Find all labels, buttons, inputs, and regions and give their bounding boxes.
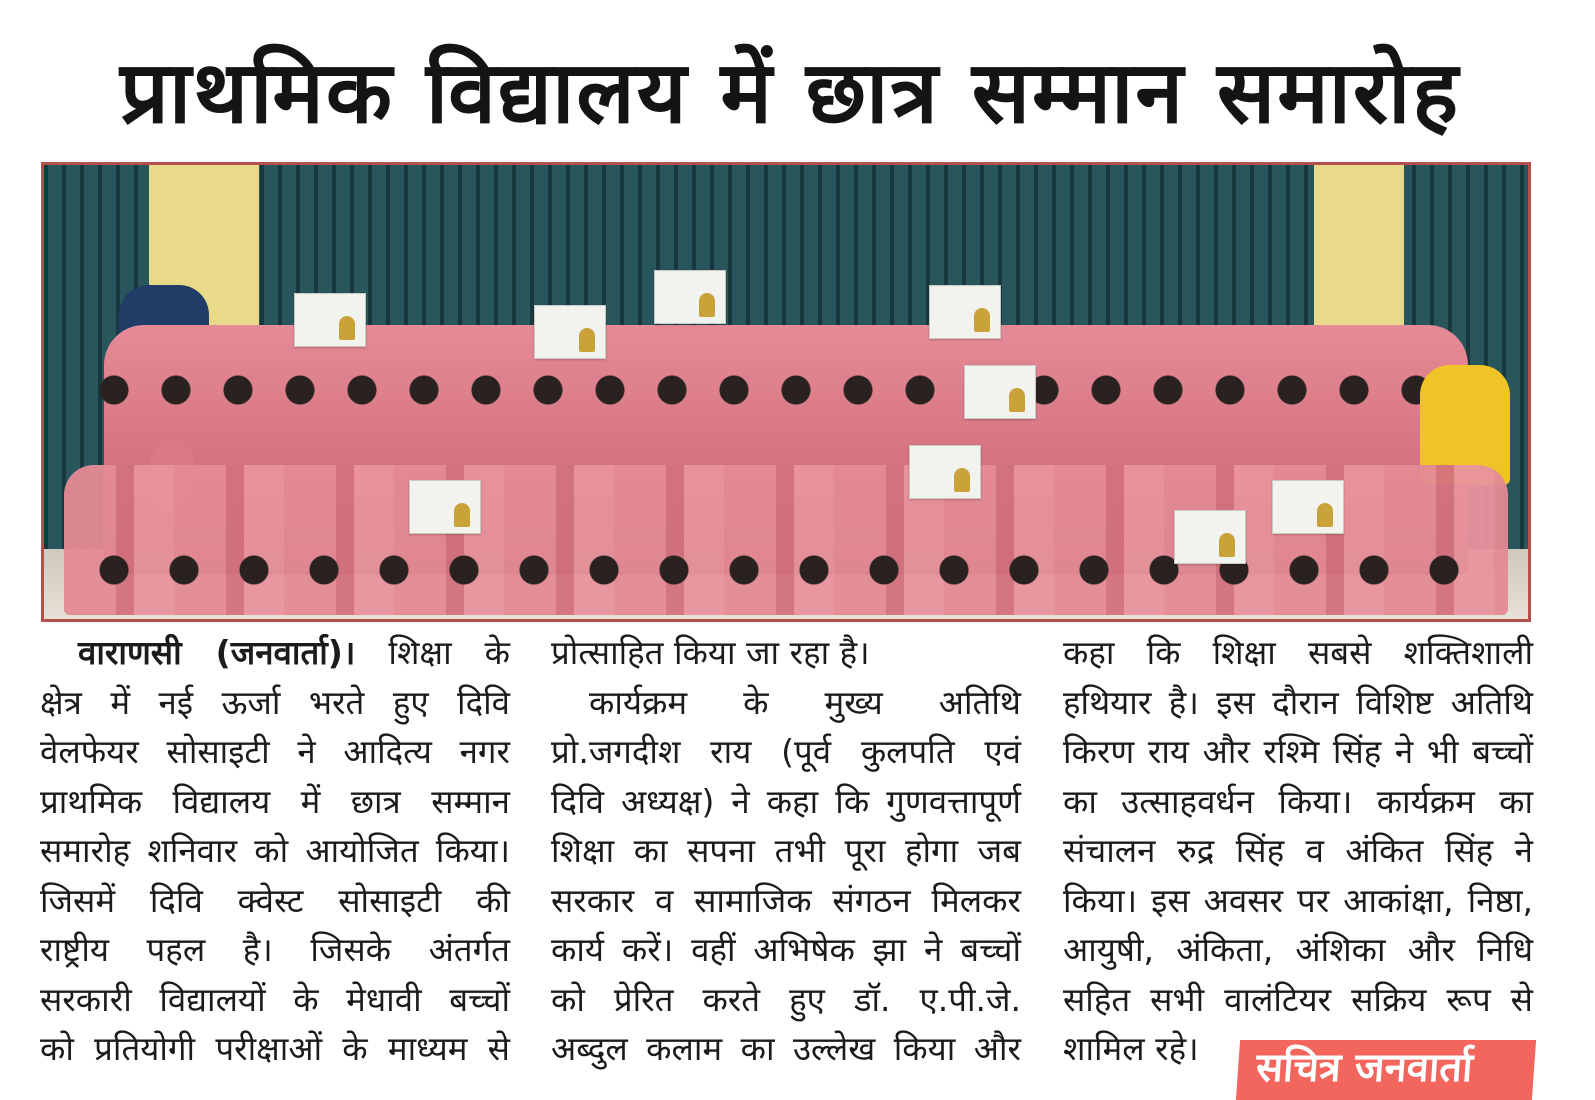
article-column-3 [1063,628,1533,1074]
article-line: सहित सभी वालंटियर सक्रिय रूप से [1063,979,1533,1019]
group-photo [41,162,1531,622]
photo-heads-middle [84,365,1488,415]
article-line: संचालन रुद्र सिंह व अंकित सिंह ने [1063,831,1533,870]
article-line: कार्य करें। वहीं अभिषेक झा ने बच्चों [551,930,1021,969]
article-line: आयुषी, अंकिता, अंशिका और निधि [1063,930,1533,969]
article-line: अब्दुल कलाम का उल्लेख किया और [551,1029,1021,1068]
article-line: हथियार है। इस दौरान विशिष्ट अतिथि [1063,682,1533,722]
article-line: कार्यक्रम के मुख्य अतिथि [589,682,1021,722]
article-line: कहा कि शिक्षा सबसे शक्तिशाली [1063,633,1533,672]
article-column-2 [551,628,1021,1074]
article-line: समारोह शनिवार को आयोजित किया। [40,831,510,870]
article-line: किया। इस अवसर पर आकांक्षा, निष्ठा, [1063,880,1533,920]
certificate-icon [294,293,366,347]
certificate-icon [929,285,1001,339]
certificate-icon [964,365,1036,419]
headline: प्राथमिक विद्यालय में छात्र सम्मान समारोह [119,43,1461,143]
article-line: को प्रेरित करते हुए डॉ. ए.पी.जे. [551,979,1021,1019]
article-line: वाराणसी (जनवार्ता)। शिक्षा के [78,633,510,672]
article-line: सरकार व सामाजिक संगठन मिलकर [551,880,1021,920]
photo-heads-front [84,545,1488,595]
article-line: प्राथमिक विद्यालय में छात्र सम्मान [40,781,510,821]
article-line: वेलफेयर सोसाइटी ने आदित्य नगर [40,732,510,771]
certificate-icon [1174,510,1246,564]
article-line: जिसमें दिवि क्वेस्ट सोसाइटी की [40,880,510,920]
article-line: सरकारी विद्यालयों के मेधावी बच्चों [40,979,510,1019]
article-line: का उत्साहवर्धन किया। कार्यक्रम का [1063,781,1533,821]
certificate-icon [654,270,726,324]
certificate-icon [1272,480,1344,534]
certificate-icon [409,480,481,534]
article-line: राष्ट्रीय पहल है। जिसके अंतर्गत [40,930,510,969]
article-column-1 [40,628,510,1074]
article-line: शिक्षा का सपना तभी पूरा होगा जब [551,831,1021,870]
article-line: शामिल रहे। [1063,1029,1199,1068]
dateline: वाराणसी (जनवार्ता)। [78,633,356,672]
article-line: क्षेत्र में नई ऊर्जा भरते हुए दिवि [40,682,510,722]
certificate-icon [534,305,606,359]
certificate-icon [909,445,981,499]
article-line: किरण राय और रश्मि सिंह ने भी बच्चों [1063,732,1533,771]
article-line: प्रोत्साहित किया जा रहा है। [551,633,870,672]
article-line: प्रो.जगदीश राय (पूर्व कुलपति एवं [551,732,1021,771]
section-tag-banner: सचित्र जनवार्ता [1236,1040,1536,1100]
article-line: को प्रतियोगी परीक्षाओं के माध्यम से [40,1029,510,1068]
article-line: दिवि अध्यक्ष) ने कहा कि गुणवत्तापूर्ण [551,781,1021,821]
